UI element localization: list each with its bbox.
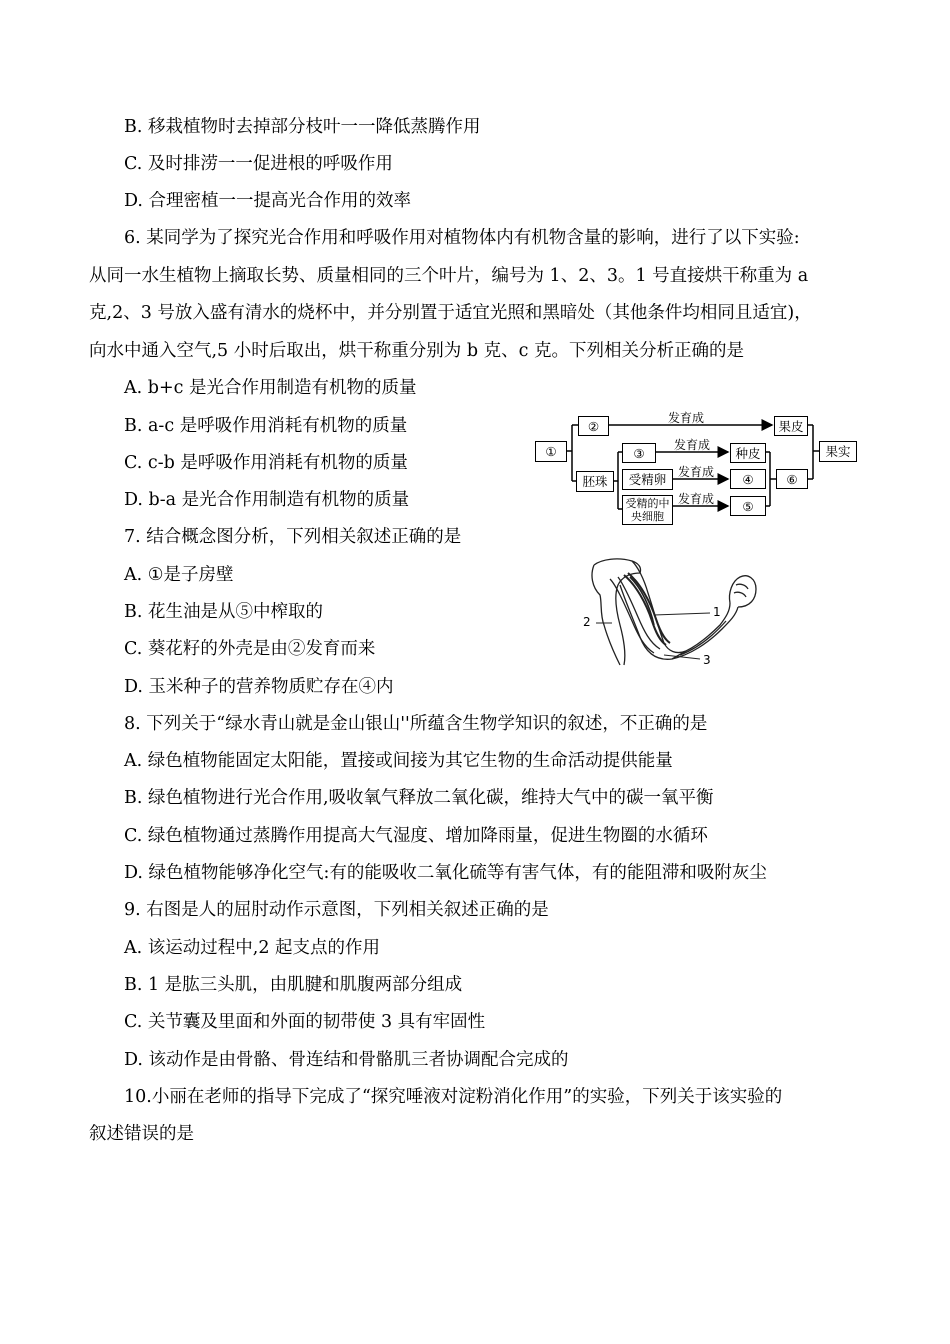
node-5: ⑤ — [730, 496, 766, 516]
node-fertilized-central-cell: 受精的中央细胞 — [622, 495, 673, 525]
q9-option-a: A. 该运动过程中,2 起支点的作用 — [124, 938, 381, 958]
q9-option-d: D. 该动作是由骨骼、骨连结和骨骼肌三者协调配合完成的 — [124, 1050, 569, 1070]
edge-label-develops-5: 发育成 — [678, 492, 715, 506]
arm-label-3: 3 — [703, 653, 711, 667]
q8-option-b: B. 绿色植物进行光合作用,吸收氧气释放二氧化碳，维持大气中的碳一氧平衡 — [124, 788, 714, 808]
node-pericarp: 果皮 — [774, 416, 808, 436]
arm-illustration — [580, 555, 760, 670]
node-embryo-sac: 胚珠 — [576, 471, 614, 492]
node-6: ⑥ — [776, 469, 808, 489]
q5-option-b: B. 移栽植物时去掉部分枝叶一一降低蒸腾作用 — [124, 117, 481, 137]
q7-stem: 7. 结合概念图分析，下列相关叙述正确的是 — [124, 527, 462, 547]
q6-stem-line1: 6. 某同学为了探究光合作用和呼吸作用对植物体内有机物含量的影响，进行了以下实验: — [124, 228, 800, 248]
q6-stem-line4: 向水中通入空气,5 小时后取出，烘干称重分别为 b 克、c 克。下列相关分析正确的是 — [89, 341, 744, 361]
q6-stem-line2: 从同一水生植物上摘取长势、质量相同的三个叶片，编号为 1、2、3。1 号直接烘干称重为 a — [89, 266, 809, 286]
q8-option-d: D. 绿色植物能够净化空气:有的能吸收二氧化硫等有害气体，有的能阻滞和吸附灰尘 — [124, 863, 767, 883]
arm-label-2: 2 — [583, 615, 591, 629]
q5-option-c: C. 及时排涝一一促进根的呼吸作用 — [124, 154, 393, 174]
q10-stem-line1: 10.小丽在老师的指导下完成了“探究唾液对淀粉消化作用”的实验，下列关于该实验的 — [124, 1087, 783, 1107]
node-2: ② — [578, 416, 609, 436]
q9-option-c: C. 关节囊及里面和外面的韧带使 3 具有牢固性 — [124, 1012, 486, 1032]
node-1: ① — [535, 441, 567, 462]
arm-label-1: 1 — [713, 605, 721, 619]
edge-label-develops-seedcoat: 发育成 — [674, 438, 711, 452]
q6-option-b: B. a-c 是呼吸作用消耗有机物的质量 — [124, 416, 408, 436]
q7-option-d: D. 玉米种子的营养物质贮存在④内 — [124, 677, 394, 697]
q7-option-a: A. ①是子房壁 — [124, 565, 234, 585]
q10-stem-line2: 叙述错误的是 — [89, 1124, 194, 1144]
q6-option-d: D. b-a 是光合作用制造有机物的质量 — [124, 490, 410, 510]
node-fruit: 果实 — [819, 441, 857, 462]
q6-option-c: C. c-b 是呼吸作用消耗有机物的质量 — [124, 453, 408, 473]
q8-stem: 8. 下列关于“绿水青山就是金山银山''所蕴含生物学知识的叙述，不正确的是 — [124, 714, 708, 734]
concept-map — [532, 405, 862, 530]
q8-option-a: A. 绿色植物能固定太阳能，置接或间接为其它生物的生命活动提供能量 — [124, 751, 673, 771]
edge-label-develops-pericarp: 发育成 — [668, 411, 705, 425]
q6-option-a: A. b+c 是光合作用制造有机物的质量 — [124, 378, 417, 398]
q5-option-d: D. 合理密植一一提高光合作用的效率 — [124, 191, 412, 211]
edge-label-develops-4: 发育成 — [678, 465, 715, 479]
q6-stem-line3: 克,2、3 号放入盛有清水的烧杯中，并分别置于适宜光照和黑暗处（其他条件均相同且适宜)， — [89, 303, 812, 323]
node-4: ④ — [730, 469, 766, 489]
q9-stem: 9. 右图是人的屈肘动作示意图，下列相关叙述正确的是 — [124, 900, 549, 920]
q8-option-c: C. 绿色植物通过蒸腾作用提高大气湿度、增加降雨量，促进生物圈的水循环 — [124, 826, 708, 846]
node-seed-coat: 种皮 — [730, 443, 766, 463]
q9-option-b: B. 1 是肱三头肌，由肌腱和肌腹两部分组成 — [124, 975, 463, 995]
q7-option-c: C. 葵花籽的外壳是由②发育而来 — [124, 639, 376, 659]
node-fertilized-egg: 受精卵 — [622, 469, 673, 490]
q7-option-b: B. 花生油是从⑤中榨取的 — [124, 602, 323, 622]
arm-flexion-figure — [580, 555, 760, 670]
node-3: ③ — [622, 443, 656, 463]
